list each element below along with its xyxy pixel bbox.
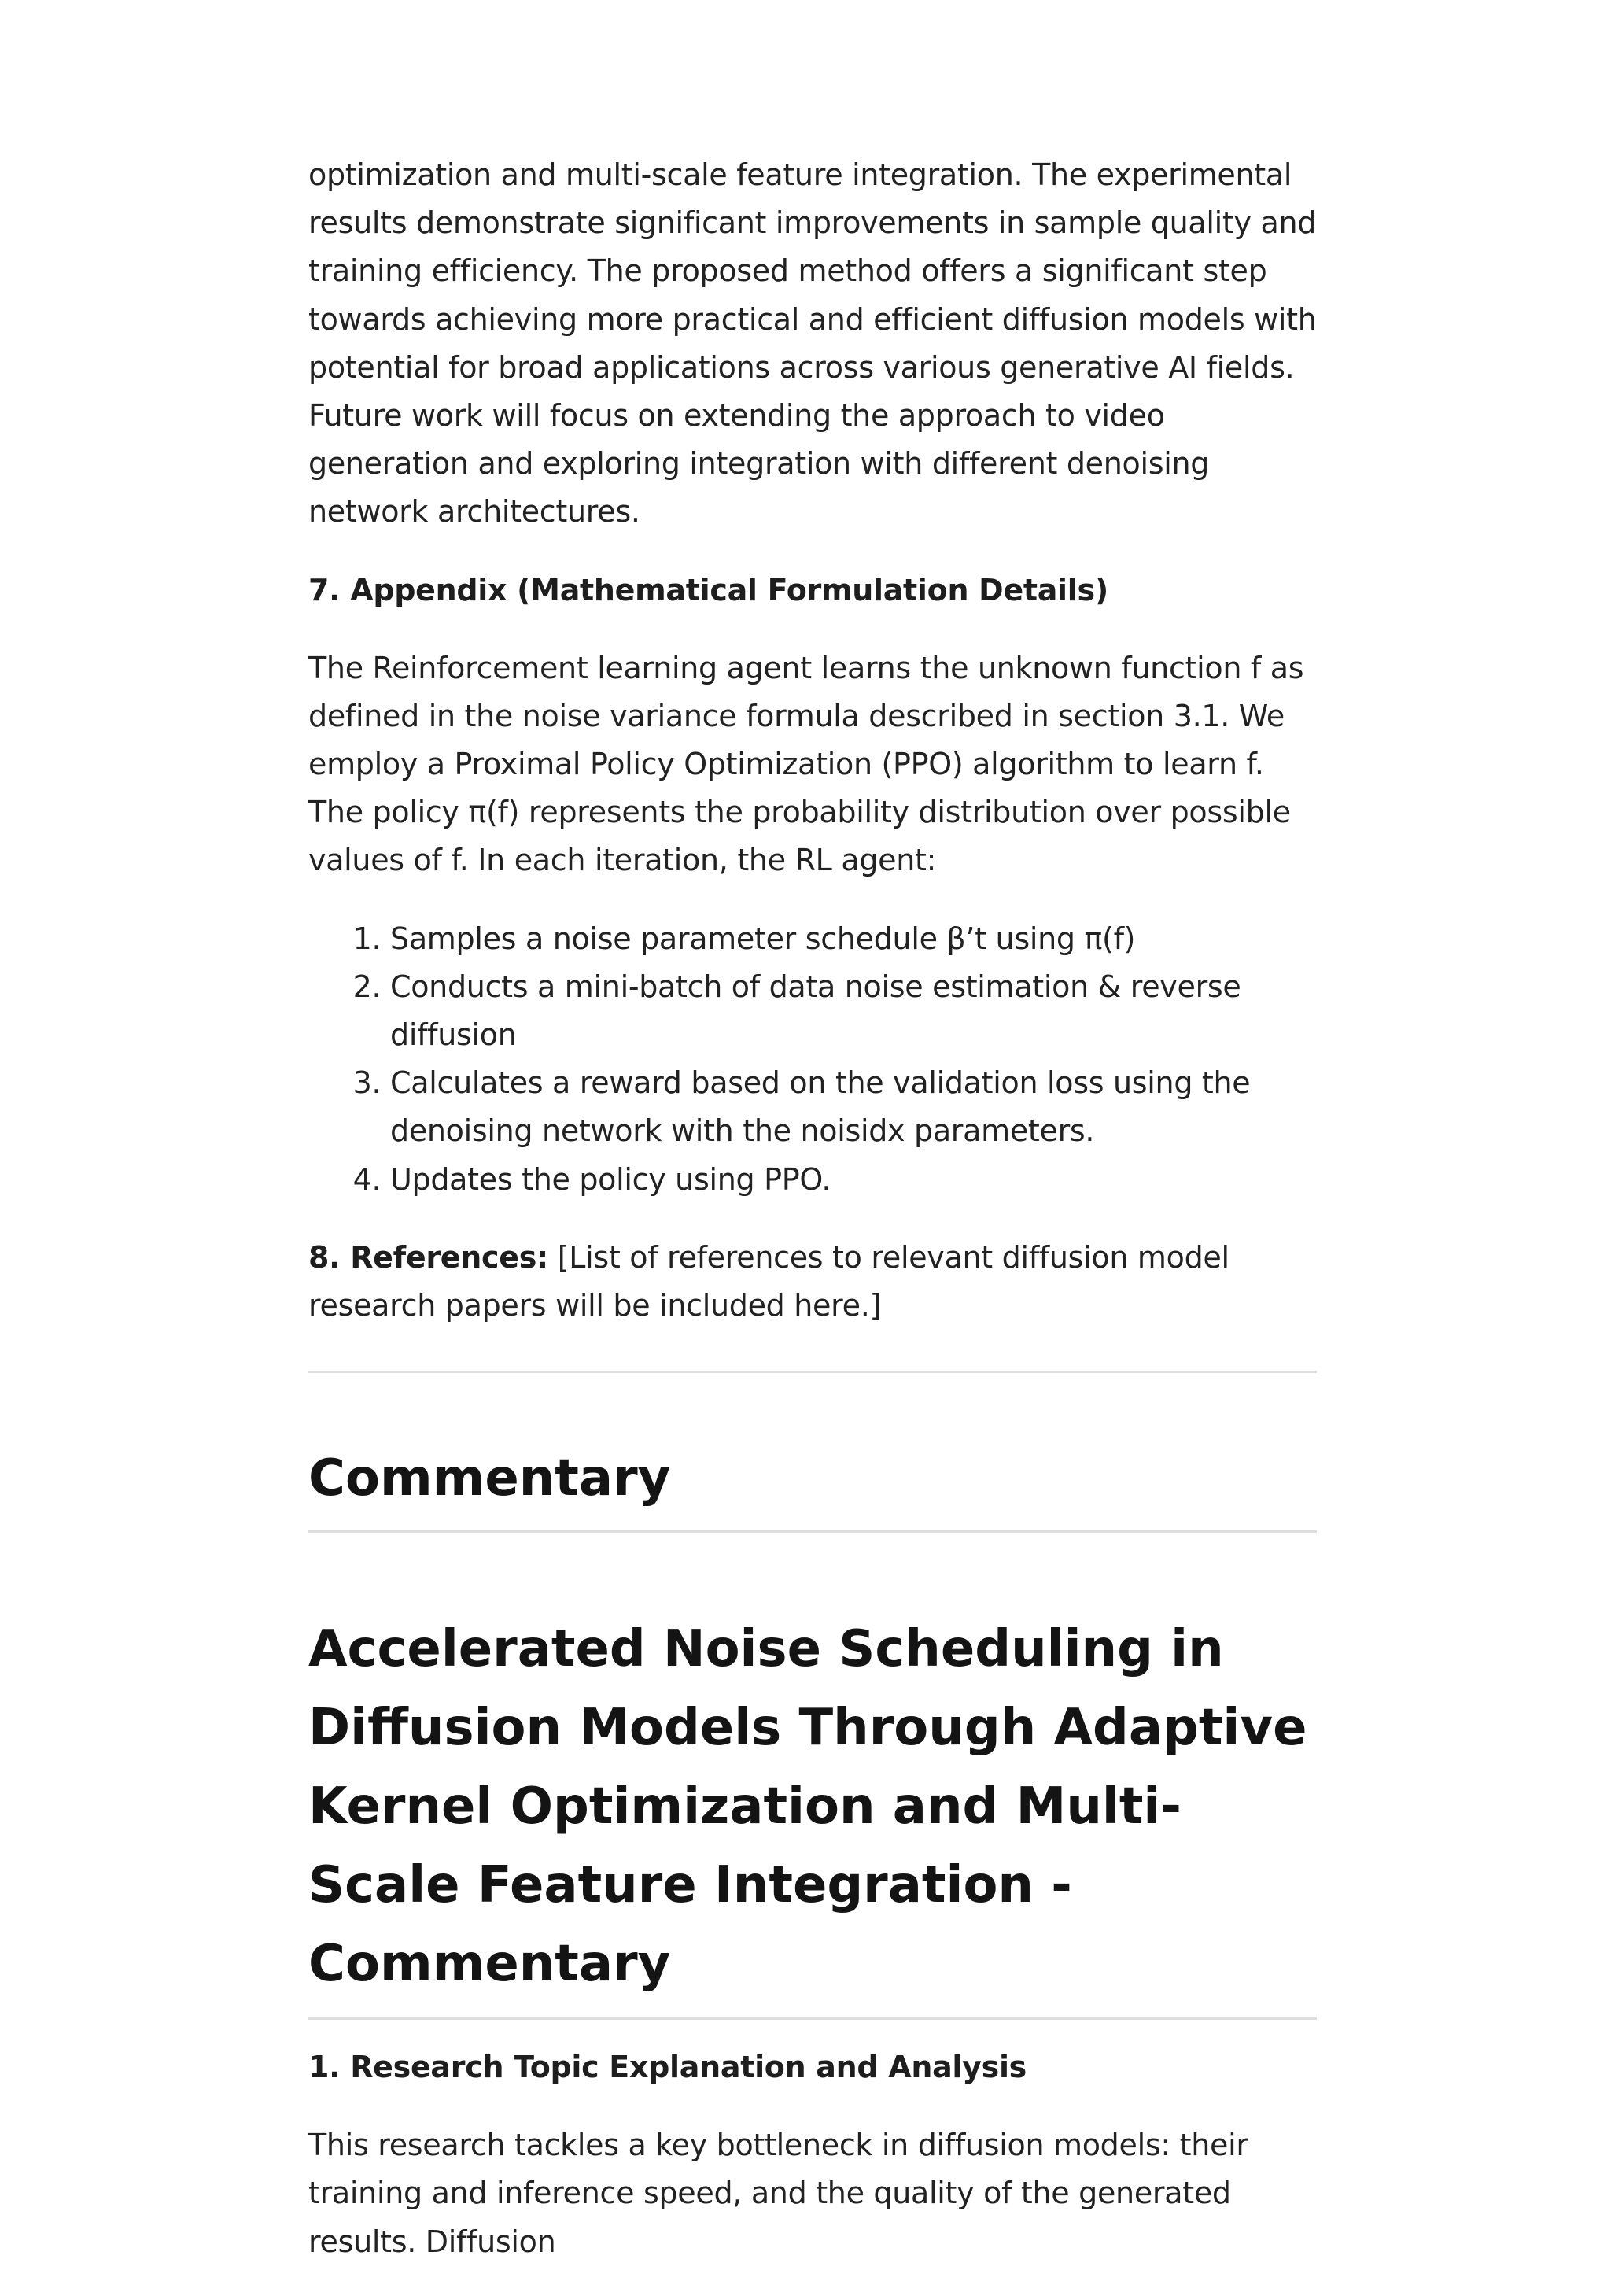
commentary-divider [308,1530,1317,1533]
list-item: 4. Updates the policy using PPO. [390,1156,1317,1204]
commentary-heading: Commentary [308,1449,671,1508]
document-page [308,151,1317,2296]
list-item: 1. Samples a noise parameter schedule β’t using π(f) [390,915,1317,963]
conclusion-paragraph: optimization and multi-scale feature integration. The experimental results demonstrate significant improvements in sample quality and training efficiency. The proposed method offers a significant step towards achieving more practical and efficient diffusion models with potential for broad applications across various generative AI fields. Future work will focus on extending the approach to video generation and exploring integration with different denoising network architectures. [308,157,1317,530]
references-text: [List of references to relevant diffusion model research papers will be included here.] [308,1239,1229,1323]
references-label: 8. References: [308,1239,548,1275]
title-divider [308,2017,1317,2020]
appendix-steps-list [308,915,1317,1204]
appendix-heading: 7. Appendix (Mathematical Formulation Details) [308,572,1108,607]
commentary-title: Accelerated Noise Scheduling in Diffusion Models Through Adaptive Kernel Optimization and Multi-Scale Feature Integration - Commentary [308,1620,1307,1994]
list-item: 2. Conducts a mini-batch of data noise estimation & reverse diffusion [390,963,1317,1059]
appendix-paragraph: The Reinforcement learning agent learns the unknown function f as defined in the noise variance formula described in section 3.1. We employ a Proximal Policy Optimization (PPO) algorithm to learn f. The policy π(f) represents the probability distribution over possible values of f. In each iteration, the RL agent: [308,650,1304,878]
list-item: 3. Calculates a reward based on the validation loss using the denoising network with the noisidx parameters. [390,1059,1317,1155]
section1-heading: 1. Research Topic Explanation and Analysis [308,2050,1027,2085]
references-paragraph [308,1234,1317,1330]
section-divider [308,1371,1317,1373]
section1-paragraph: This research tackles a key bottleneck in diffusion models: their training and inference speed, and the quality of the generated results. Diffusion [308,2128,1248,2259]
